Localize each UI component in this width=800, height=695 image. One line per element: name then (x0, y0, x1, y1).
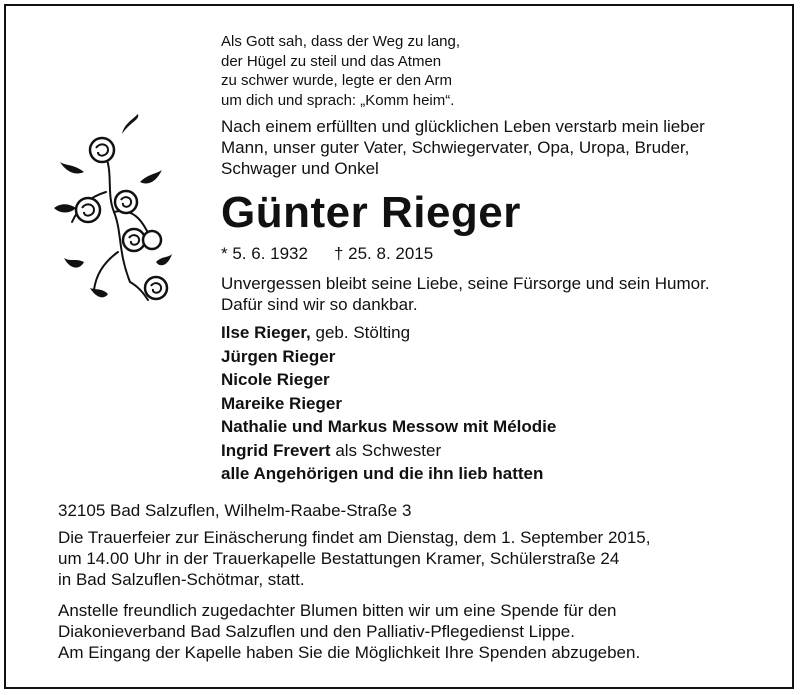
mourner-item (221, 345, 556, 369)
donation-line: Am Eingang der Kapelle haben Sie die Möglichkeit Ihre Spenden abzugeben. (58, 643, 641, 662)
mourner-item (221, 462, 556, 486)
poem (221, 32, 460, 110)
service-line: Die Trauerfeier zur Einäscherung findet am Dienstag, dem 1. September 2015, (58, 528, 651, 547)
donation-info (58, 600, 640, 663)
donation-line: Diakonieverband Bad Salzuflen und den Palliativ-Pflegedienst Lippe. (58, 622, 575, 641)
deceased-name: Günter Rieger (221, 188, 521, 237)
memory-line: Unvergessen bleibt seine Liebe, seine Fürsorge und sein Humor. (221, 274, 710, 293)
poem-line: der Hügel zu steil und das Atmen (221, 52, 442, 70)
donation-line: Anstelle freundlich zugedachter Blumen bitten wir um eine Spende für den (58, 601, 617, 620)
intro-line: Nach einem erfüllten und glücklichen Leben verstarb mein lieber (221, 117, 705, 136)
memory-line: Dafür sind wir so dankbar. (221, 295, 418, 314)
poem-line: zu schwer wurde, legte er den Arm (221, 72, 452, 89)
mourner-item (221, 392, 556, 416)
mourner-item (221, 439, 556, 463)
intro-line: Schwager und Onkel (221, 159, 379, 178)
intro-text (221, 116, 705, 179)
roses-icon (44, 112, 174, 302)
life-dates (221, 243, 433, 264)
memory-text (221, 273, 710, 315)
mourner-name: Ilse Rieger, (221, 323, 311, 342)
mourners-list (221, 321, 556, 486)
intro-line: Mann, unser guter Vater, Schwiegervater, Opa, Uropa, Bruder, (221, 138, 690, 157)
poem-line: um dich und sprach: „Komm heim“. (221, 91, 455, 109)
address: 32105 Bad Salzuflen, Wilhelm-Raabe-Straße 3 (58, 501, 412, 520)
mourner-item (221, 321, 556, 345)
birth-date: * 5. 6. 1932 (221, 244, 308, 263)
mourner-item (221, 415, 556, 439)
service-line: in Bad Salzuflen-Schötmar, statt. (58, 570, 305, 589)
poem-line: Als Gott sah, dass der Weg zu lang, (221, 33, 461, 50)
mourner-name: Nicole Rieger (221, 370, 330, 389)
mourner-name: Jürgen Rieger (221, 346, 336, 366)
mourner-name: alle Angehörigen und die ihn lieb hatten (221, 464, 544, 483)
service-info (58, 527, 651, 590)
death-date: † 25. 8. 2015 (333, 244, 434, 263)
mourner-name: Ingrid Frevert (221, 440, 331, 460)
mourner-note: als Schwester (330, 440, 442, 460)
mourner-note: geb. Stölting (310, 323, 411, 342)
service-line: um 14.00 Uhr in der Trauerkapelle Bestattungen Kramer, Schülerstraße 24 (58, 549, 620, 568)
mourner-name: Mareike Rieger (221, 393, 342, 413)
mourner-item (221, 368, 556, 392)
mourner-name: Nathalie und Markus Messow mit Mélodie (221, 417, 557, 436)
